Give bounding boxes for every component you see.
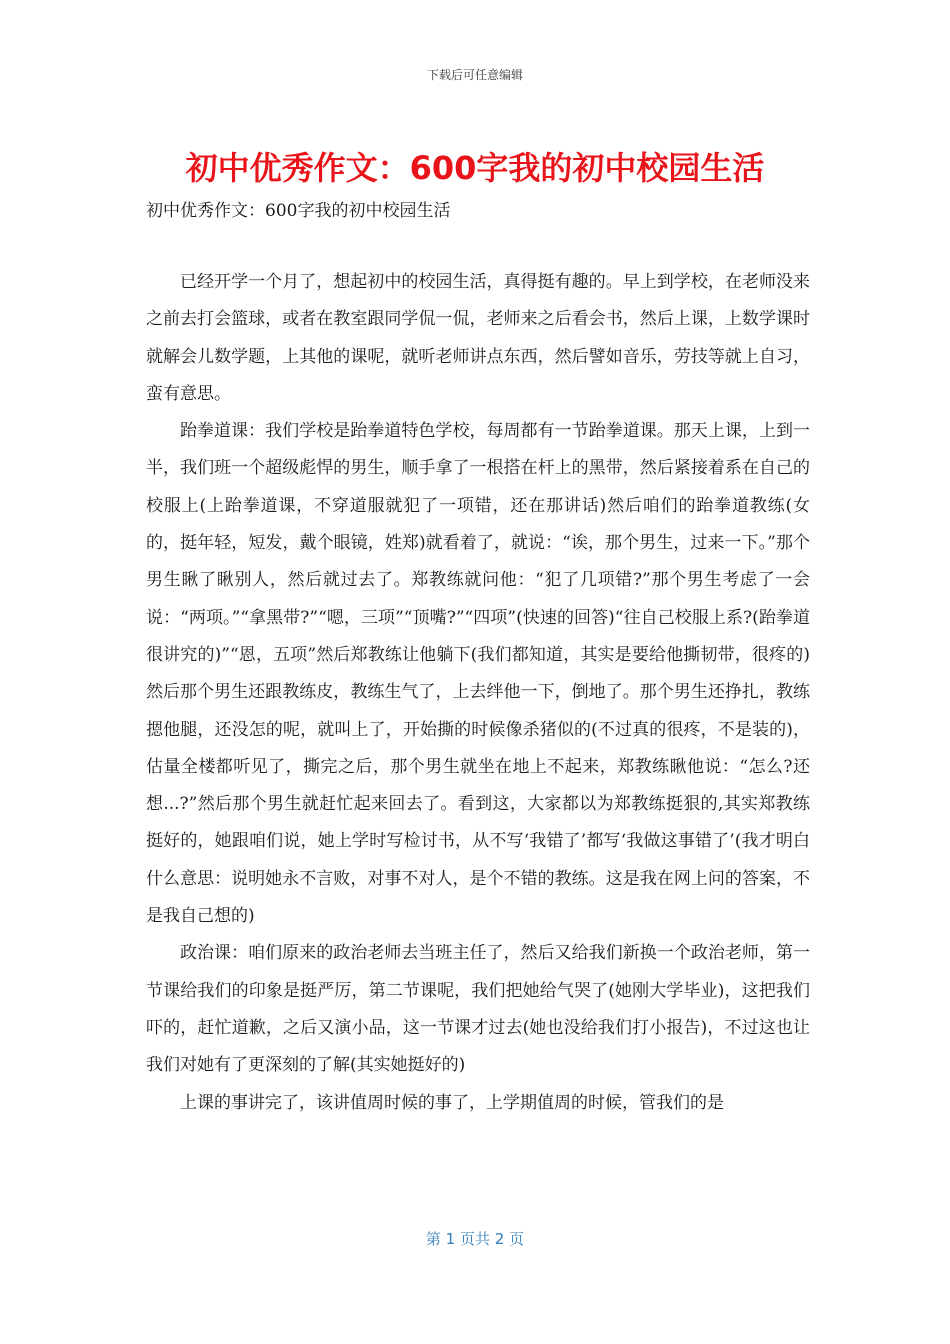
- paragraph-duty-week: 上课的事讲完了，该讲值周时候的事了，上学期值周的时候，管我们的是: [180, 1092, 724, 1113]
- document-subtitle: 初中优秀作文：600字我的初中校园生活: [146, 201, 451, 221]
- document-title: 初中优秀作文：600字我的初中校园生活: [185, 149, 765, 187]
- paragraph-politics: 政治课：咱们原来的政治老师去当班主任了，然后又给我们新换一个政治老师，第一节课给我们的印象是挺严厉，第二节课呢，我们把她给气哭了(她刚大学毕业)，这把我们吓的，赶忙道歉，之后又演小品，这一节课才过去(她也没给我们打小报告)，不过这也让我们对她有了更深刻的了解(其实她挺好的): [146, 943, 810, 1076]
- paragraph-taekwondo: 跆拳道课：我们学校是跆拳道特色学校，每周都有一节跆拳道课。那天上课，上到一半，我们班一个超级彪悍的男生，顺手拿了一根搭在杆上的黑带，然后紧接着系在自己的校服上(上跆拳道课，不穿道服就犯了一项错，还在那讲话)然后咱们的跆拳道教练(女的，挺年轻，短发，戴个眼镜，姓郑)就看着了，就说：“诶，那个男生，过来一下。”那个男生瞅了瞅别人，然后就过去了。郑教练就问他：“犯了几项错?”那个男生考虑了一会说：“两项。”“拿黑带?”“嗯，三项”“顶嘴?”“四项”(快速的回答)“往自己校服上系?(跆拳道很讲究的)”“恩，五项”然后郑教练让他躺下(我们都知道，其实是要给他撕韧带，很疼的)然后那个男生还跟教练皮，教练生气了，上去绊他一下，倒地了。那个男生还挣扎，教练摁他腿，还没怎的呢，就叫上了，开始撕的时候像杀猪似的(不过真的很疼，不是装的)，估量全楼都听见了，撕完之后，那个男生就坐在地上不起来，郑教练瞅他说：“怎么?还想...?”然后那个男生就赶忙起来回去了。看到这，大家都以为郑教练挺狠的,其实郑教练挺好的，她跟咱们说，她上学时写检讨书，从不写‘我错了’都写‘我做这事错了’(我才明白什么意思：说明她永不言败，对事不对人，是个不错的教练。这是我在网上问的答案，不是我自己想的): [146, 421, 810, 927]
- header-note: 下载后可任意编辑: [426, 68, 523, 82]
- page-number-footer: 第 1 页共 2 页: [425, 1230, 525, 1248]
- paragraph-intro: 已经开学一个月了，想起初中的校园生活，真得挺有趣的。早上到学校，在老师没来之前去打会篮球，或者在教室跟同学侃一侃，老师来之后看会书，然后上课，上数学课时就解会儿数学题，上其他的课呢，就听老师讲点东西，然后譬如音乐，劳技等就上自习，蛮有意思。: [146, 272, 810, 404]
- document-body: [146, 264, 810, 1122]
